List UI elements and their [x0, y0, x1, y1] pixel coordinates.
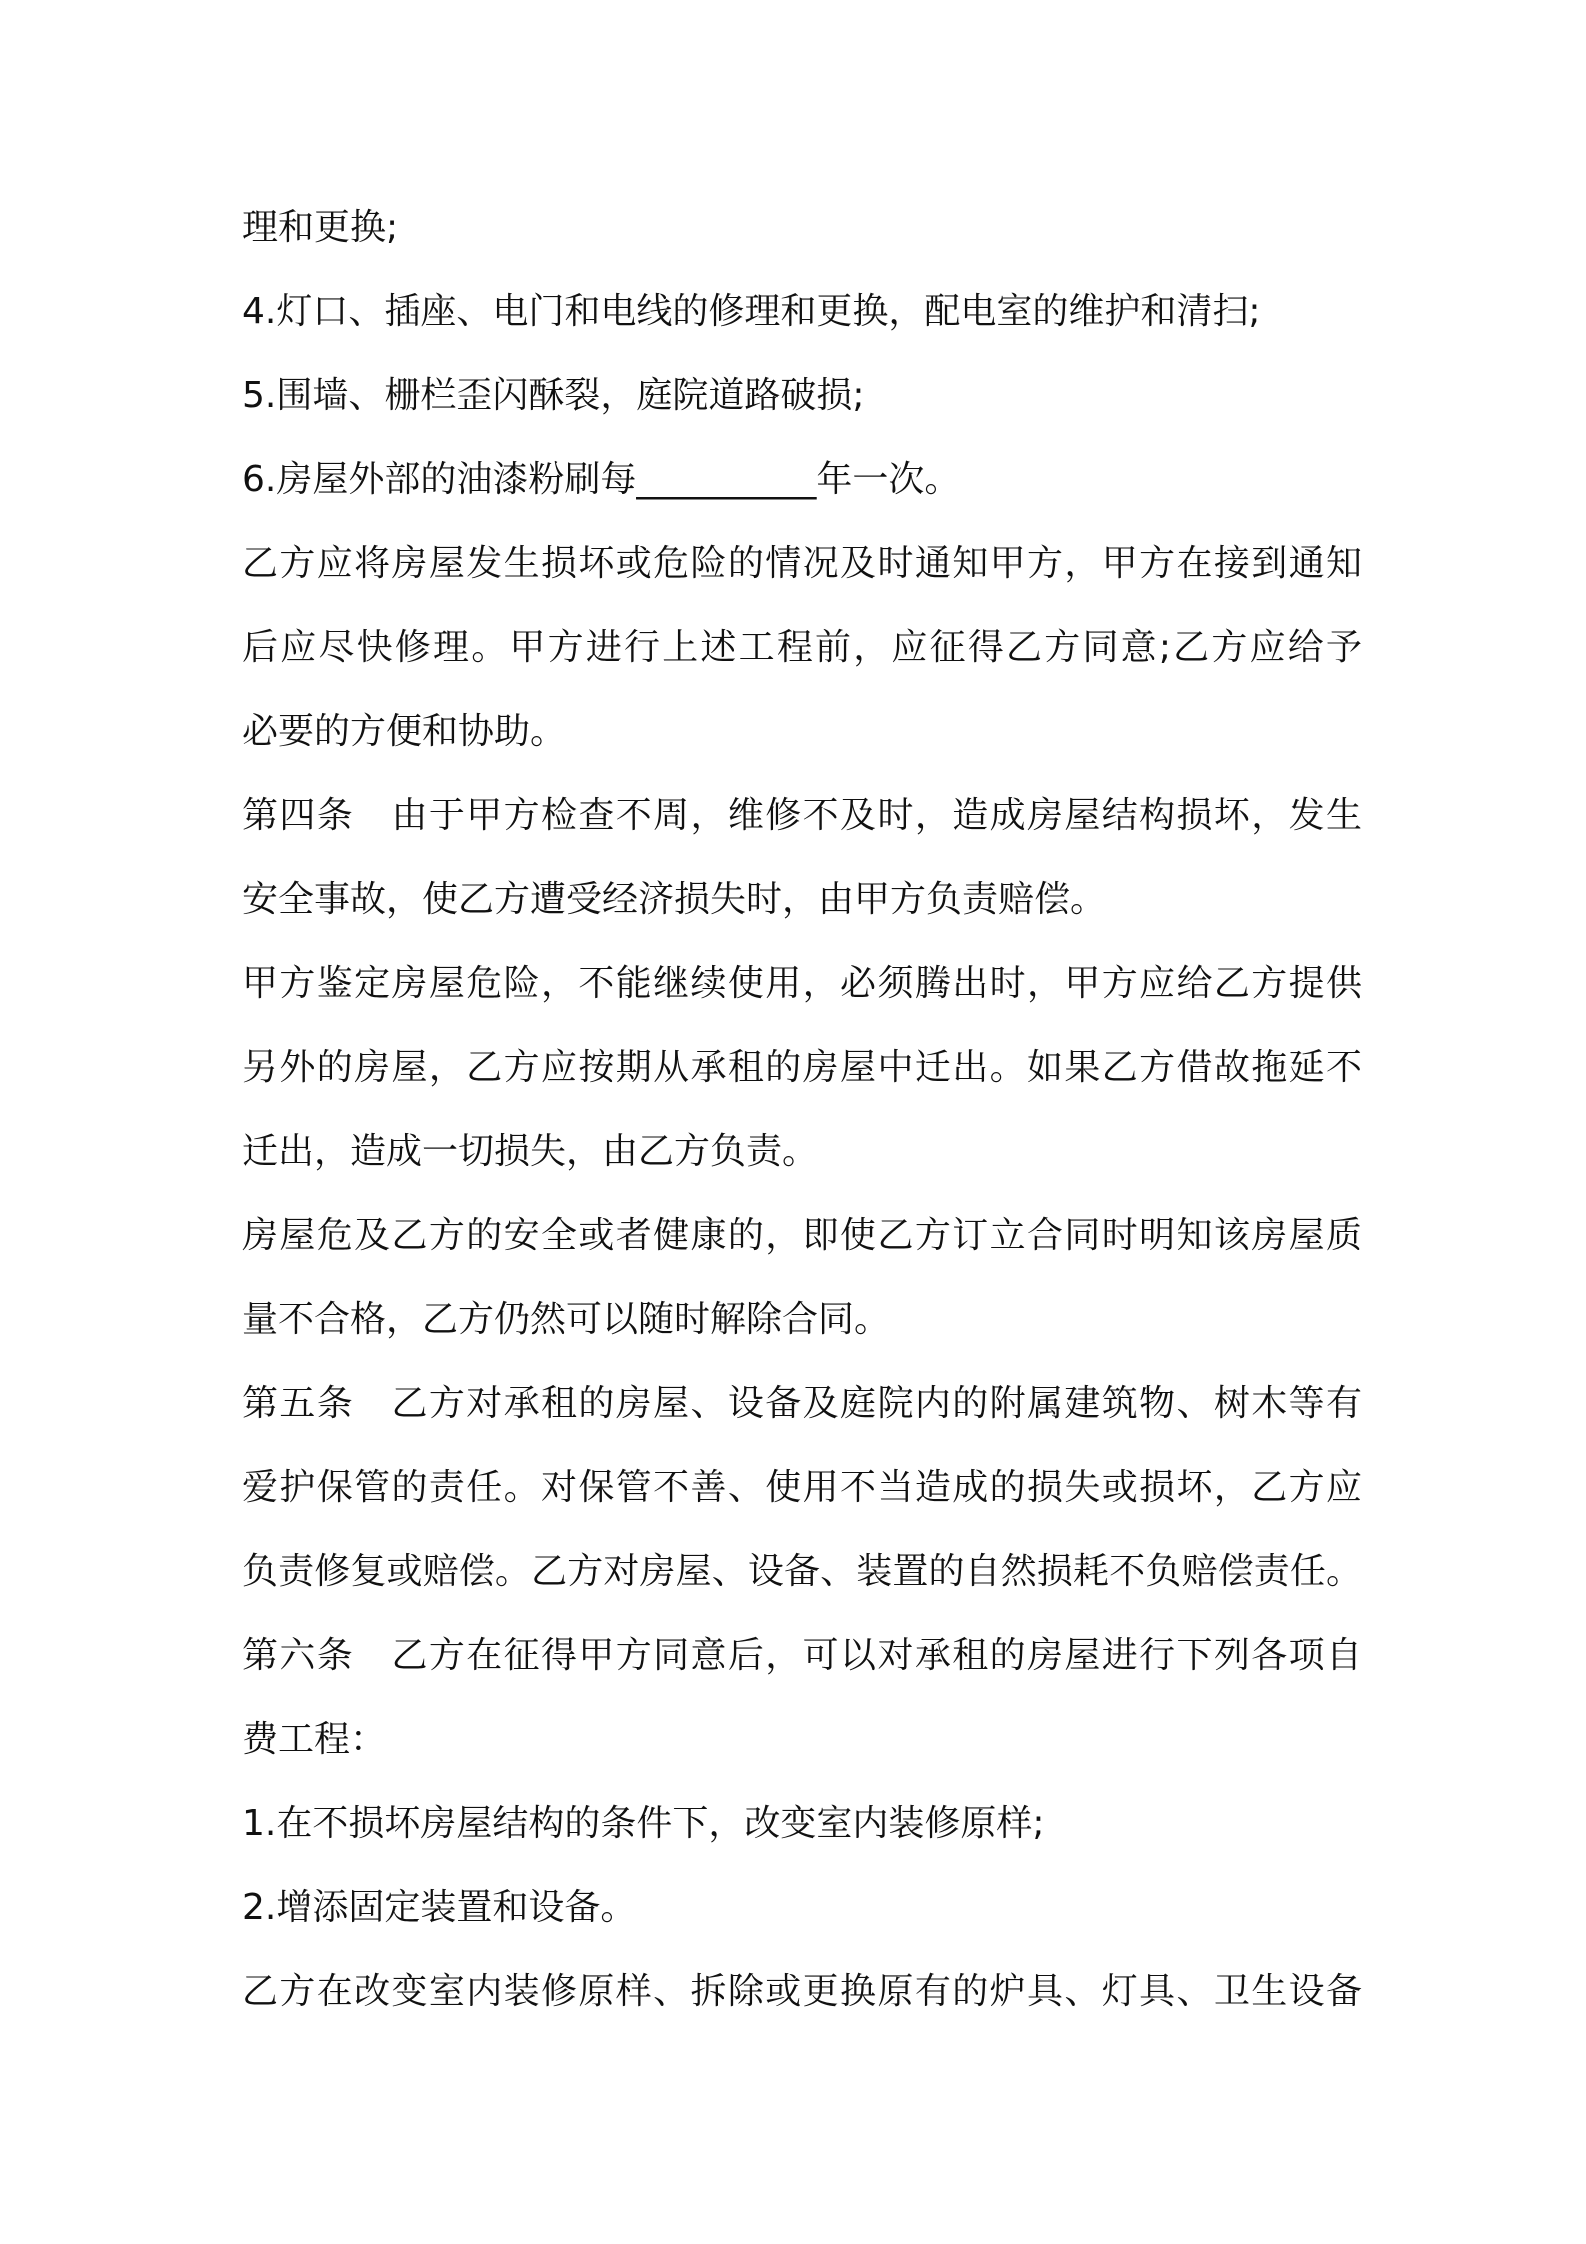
text-line: 爱护保管的责任。对保管不善、使用不当造成的损失或损坏，乙方应 — [242, 1467, 1362, 1508]
text-line: 2.增添固定装置和设备。 — [242, 1887, 637, 1928]
text-line: 第五条 乙方对承租的房屋、设备及庭院内的附属建筑物、树木等有 — [242, 1383, 1362, 1424]
text-line: 另外的房屋，乙方应按期从承租的房屋中迁出。如果乙方借故拖延不 — [242, 1047, 1362, 1088]
text-line: 第四条 由于甲方检查不周，维修不及时，造成房屋结构损坏，发生 — [242, 795, 1362, 836]
text-line: 5.围墙、栅栏歪闪酥裂，庭院道路破损; — [242, 375, 865, 416]
text-line: 理和更换; — [242, 207, 399, 248]
text-line: 房屋危及乙方的安全或者健康的，即使乙方订立合同时明知该房屋质 — [242, 1215, 1362, 1256]
text-line: 量不合格，乙方仍然可以随时解除合同。 — [242, 1299, 891, 1340]
text-line: 后应尽快修理。甲方进行上述工程前，应征得乙方同意;乙方应给予 — [242, 627, 1362, 668]
text-line: 6.房屋外部的油漆粉刷每__________年一次。 — [242, 459, 961, 500]
text-line: 费工程： — [242, 1719, 387, 1760]
text-line: 迁出，造成一切损失，由乙方负责。 — [242, 1131, 819, 1172]
text-line: 第六条 乙方在征得甲方同意后，可以对承租的房屋进行下列各项自 — [242, 1635, 1362, 1676]
text-line: 1.在不损坏房屋结构的条件下，改变室内装修原样; — [242, 1803, 1045, 1844]
text-line: 安全事故，使乙方遭受经济损失时，由甲方负责赔偿。 — [242, 879, 1107, 920]
text-line: 甲方鉴定房屋危险，不能继续使用，必须腾出时，甲方应给乙方提供 — [242, 963, 1362, 1004]
document-body — [242, 186, 1362, 2034]
text-line: 负责修复或赔偿。乙方对房屋、设备、装置的自然损耗不负赔偿责任。 — [242, 1551, 1362, 1592]
text-line: 乙方在改变室内装修原样、拆除或更换原有的炉具、灯具、卫生设备 — [242, 1971, 1362, 2012]
text-line: 4.灯口、插座、电门和电线的修理和更换，配电室的维护和清扫; — [242, 291, 1261, 332]
text-line: 乙方应将房屋发生损坏或危险的情况及时通知甲方，甲方在接到通知 — [242, 543, 1362, 584]
text-line: 必要的方便和协助。 — [242, 711, 567, 752]
